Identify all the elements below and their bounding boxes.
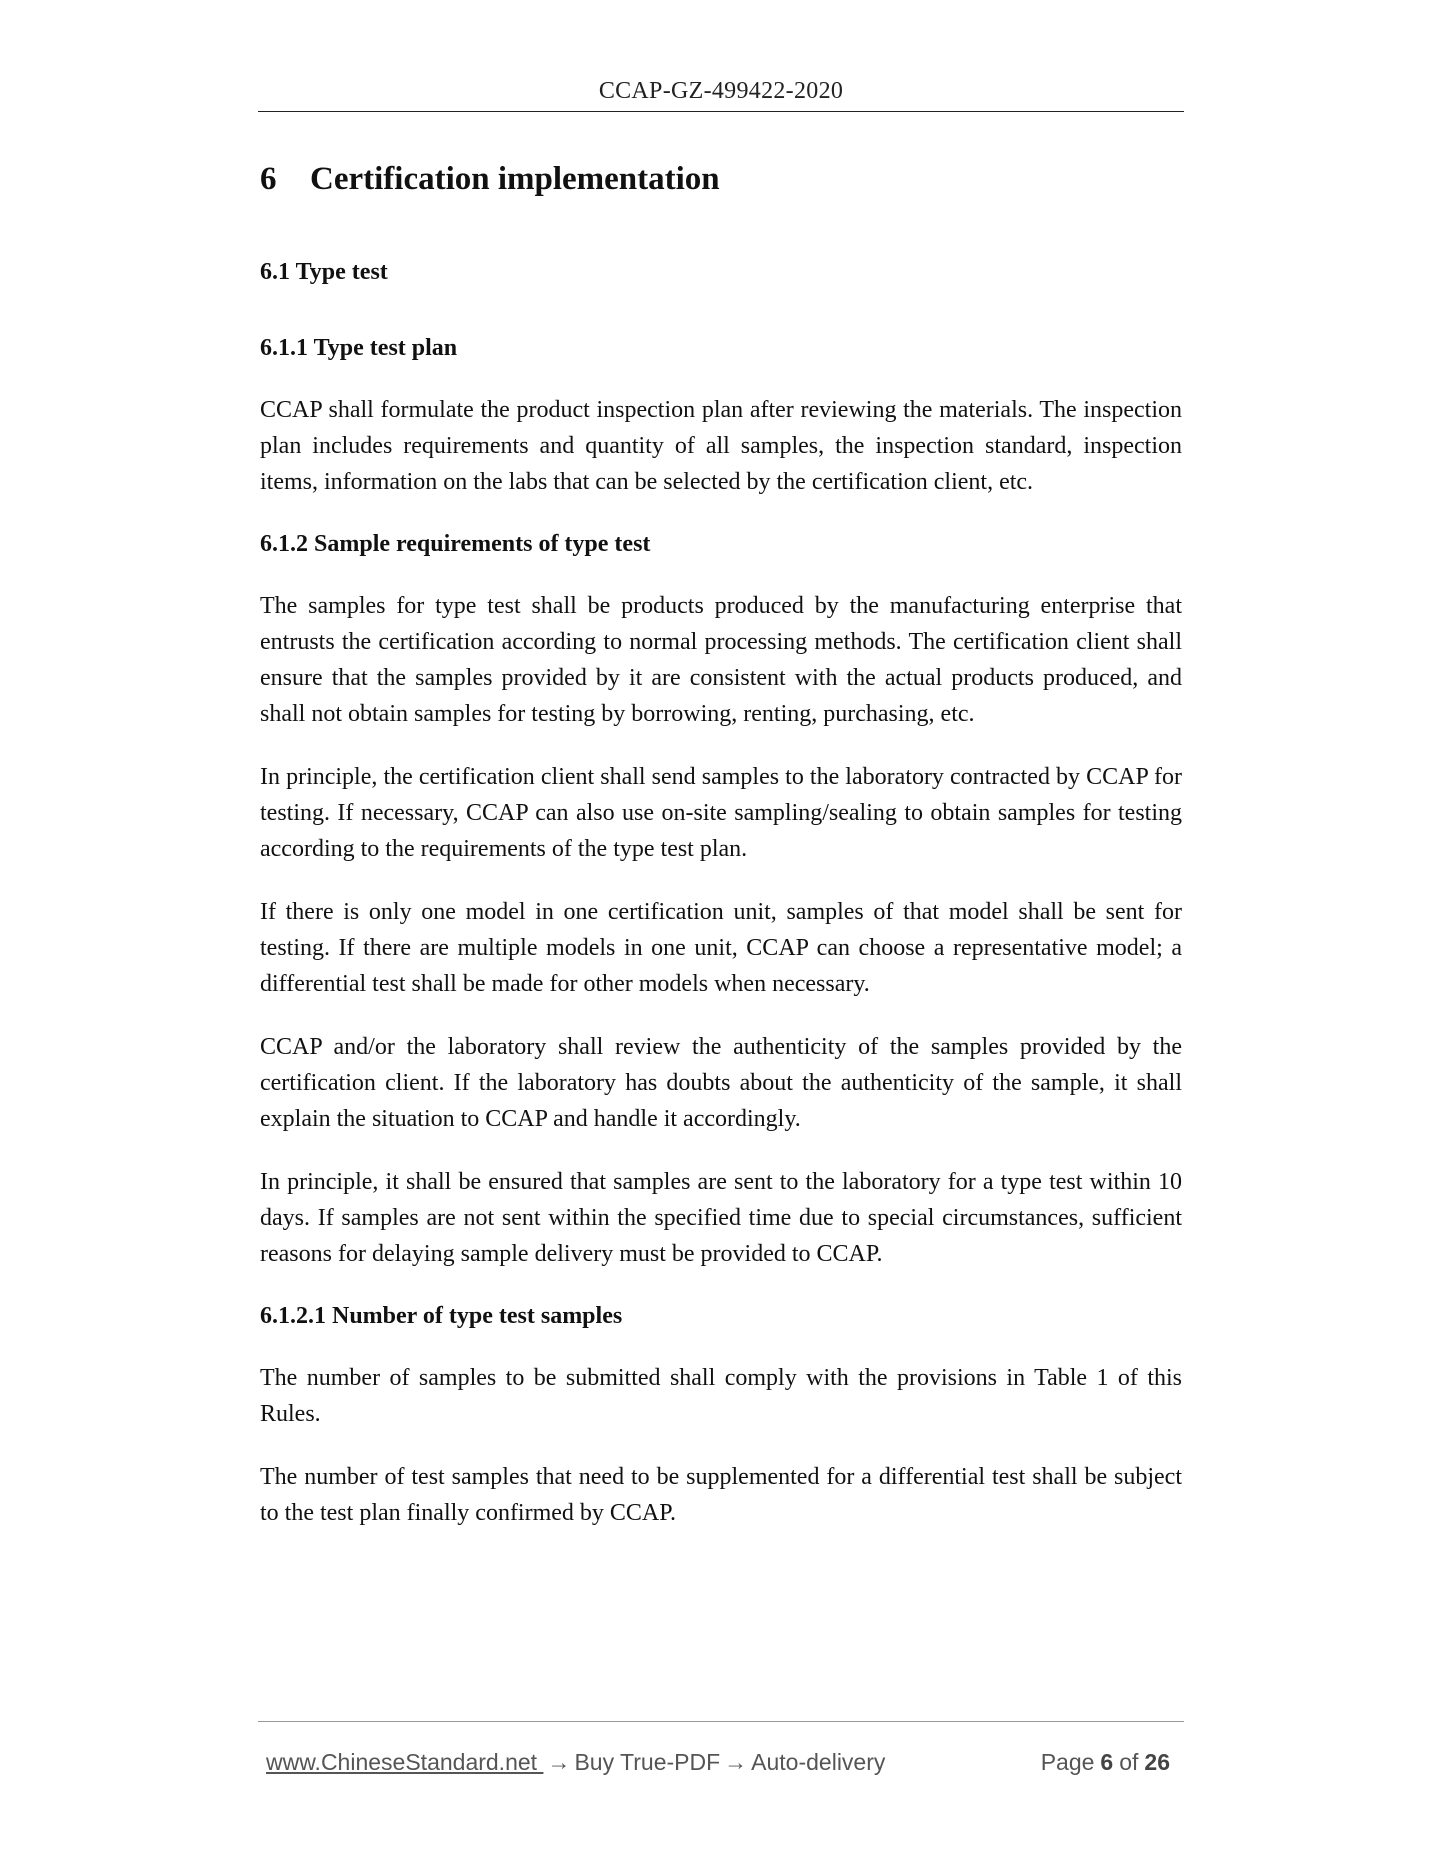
subsection-heading-6-1: 6.1 Type test bbox=[260, 259, 388, 285]
footer-promo bbox=[266, 1744, 885, 1780]
page-total: 26 bbox=[1144, 1749, 1170, 1775]
page-header: CCAP-GZ-499422-2020 bbox=[598, 78, 844, 104]
page-content bbox=[260, 150, 1182, 1531]
subsection-heading-6-1-2-1: 6.1.2.1 Number of type test samples bbox=[260, 1303, 623, 1329]
arrow-right-icon: → bbox=[724, 1749, 748, 1775]
section-title: Certification implementation bbox=[310, 161, 720, 197]
page-number bbox=[1041, 1744, 1176, 1780]
section-number: 6 bbox=[260, 161, 277, 197]
buy-pdf-text: Buy True-PDF bbox=[574, 1749, 721, 1775]
footer-divider bbox=[258, 1721, 1184, 1722]
page-current: 6 bbox=[1100, 1749, 1114, 1775]
subsection-heading-6-1-2: 6.1.2 Sample requirements of type test bbox=[260, 531, 651, 557]
page-of: of bbox=[1119, 1749, 1139, 1775]
section-heading bbox=[260, 150, 1182, 208]
arrow-right-icon: → bbox=[547, 1749, 571, 1775]
paragraph: The number of test samples that need to be supplemented for a differential test shall be subject to the test plan finally confirmed by CCAP. bbox=[260, 1464, 1182, 1526]
subsection-heading-6-1-1: 6.1.1 Type test plan bbox=[260, 335, 458, 361]
paragraph: The samples for type test shall be products produced by the manufacturing enterprise that entrusts the certification according to normal processing methods. The certification client shall ensure that the samples provided by it are consistent with the actual products produced, and shall not obtain samples for testing by borrowing, renting, purchasing, etc. bbox=[260, 593, 1182, 727]
page-label: Page bbox=[1040, 1749, 1095, 1775]
paragraph: In principle, the certification client shall send samples to the laboratory contracted by CCAP for testing. If necessary, CCAP can also use on-site sampling/sealing to obtain samples for testing according to the requirements of the type test plan. bbox=[260, 764, 1182, 862]
paragraph: In principle, it shall be ensured that samples are sent to the laboratory for a type test within 10 days. If samples are not sent within the specified time due to special circumstances, sufficient reasons for delaying sample delivery must be provided to CCAP. bbox=[260, 1169, 1182, 1267]
paragraph: CCAP shall formulate the product inspection plan after reviewing the materials. The inspection plan includes requirements and quantity of all samples, the inspection standard, inspection items, information on the labs that can be selected by the certification client, etc. bbox=[260, 397, 1182, 495]
header-divider bbox=[258, 111, 1184, 112]
auto-delivery-text: Auto-delivery bbox=[751, 1749, 886, 1775]
website-link[interactable]: www.ChineseStandard.net bbox=[266, 1749, 544, 1775]
paragraph: The number of samples to be submitted shall comply with the provisions in Table 1 of this Rules. bbox=[260, 1365, 1182, 1427]
paragraph: If there is only one model in one certification unit, samples of that model shall be sent for testing. If there are multiple models in one unit, CCAP can choose a representative model; a differential test shall be made for other models when necessary. bbox=[260, 899, 1182, 997]
paragraph: CCAP and/or the laboratory shall review the authenticity of the samples provided by the certification client. If the laboratory has doubts about the authenticity of the sample, it shall explain the situation to CCAP and handle it accordingly. bbox=[260, 1034, 1182, 1132]
page-footer bbox=[266, 1744, 1176, 1780]
